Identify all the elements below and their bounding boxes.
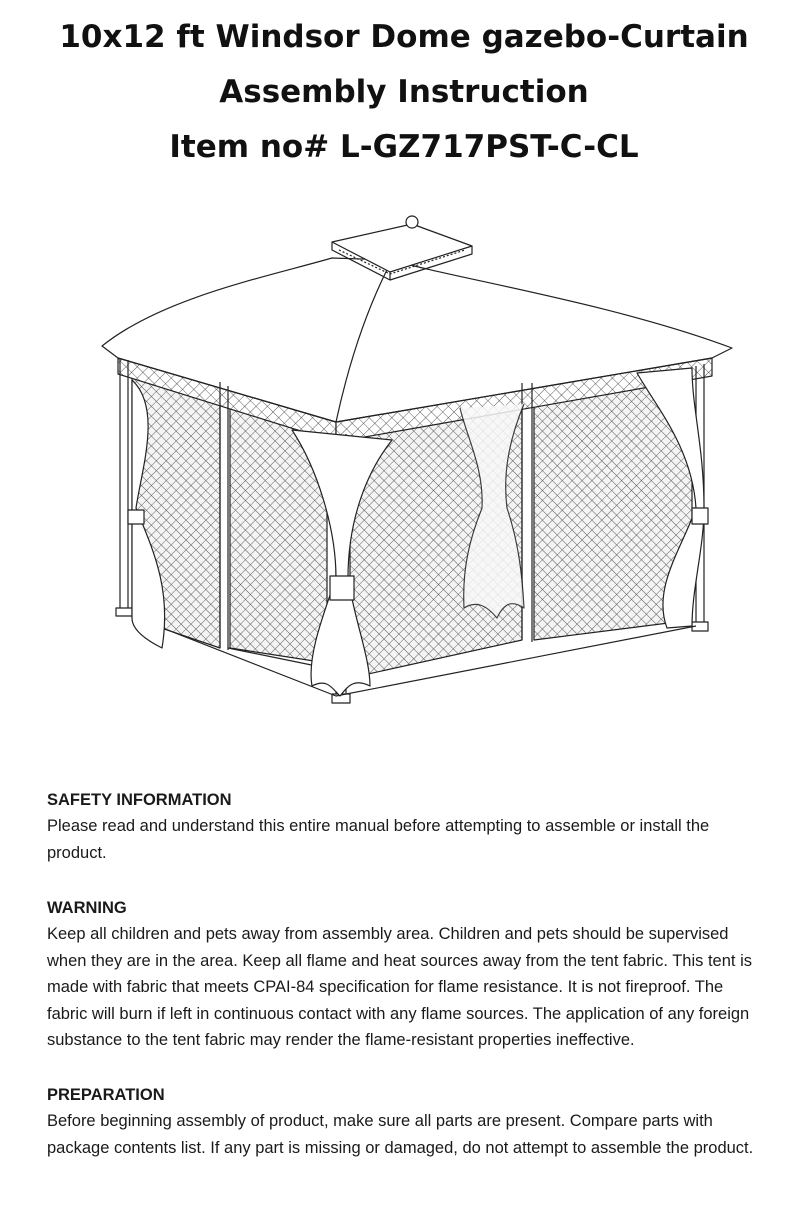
document-title	[0, 10, 808, 175]
gazebo-illustration	[92, 208, 740, 718]
post-front-left	[120, 358, 128, 616]
preparation-body: Before beginning assembly of product, make sure all parts are present. Compare parts with package contents list. If any part is missing or damaged, do not attempt to assemble the product.	[47, 1112, 754, 1157]
warning-body: Keep all children and pets away from assembly area. Children and pets should be supervised when they are in the area. Keep all flame and heat sources away from the tent fabric. This tent is made with fabric that meets CPAI-84 specification for flame resistance. It is not fireproof. The fabric will burn if left in continuous contact with any flame sources. The application of any foreign substance to the tent fabric may render the flame-resistant properties ineffective.	[47, 925, 752, 1049]
warning-section	[47, 895, 767, 1054]
title-line-3: Item no# L-GZ717PST-C-CL	[169, 129, 639, 165]
safety-body: Please read and understand this entire manual before attempting to assemble or install the product.	[47, 817, 710, 862]
safety-heading: SAFETY INFORMATION	[47, 791, 232, 809]
safety-information-section	[47, 787, 767, 866]
title-line-1: 10x12 ft Windsor Dome gazebo-Curtain	[59, 19, 749, 55]
preparation-heading: PREPARATION	[47, 1086, 165, 1104]
preparation-section	[47, 1082, 767, 1161]
post-back-left	[220, 382, 228, 650]
warning-heading: WARNING	[47, 899, 127, 917]
gazebo-icon	[92, 208, 740, 718]
title-line-2: Assembly Instruction	[219, 74, 589, 110]
